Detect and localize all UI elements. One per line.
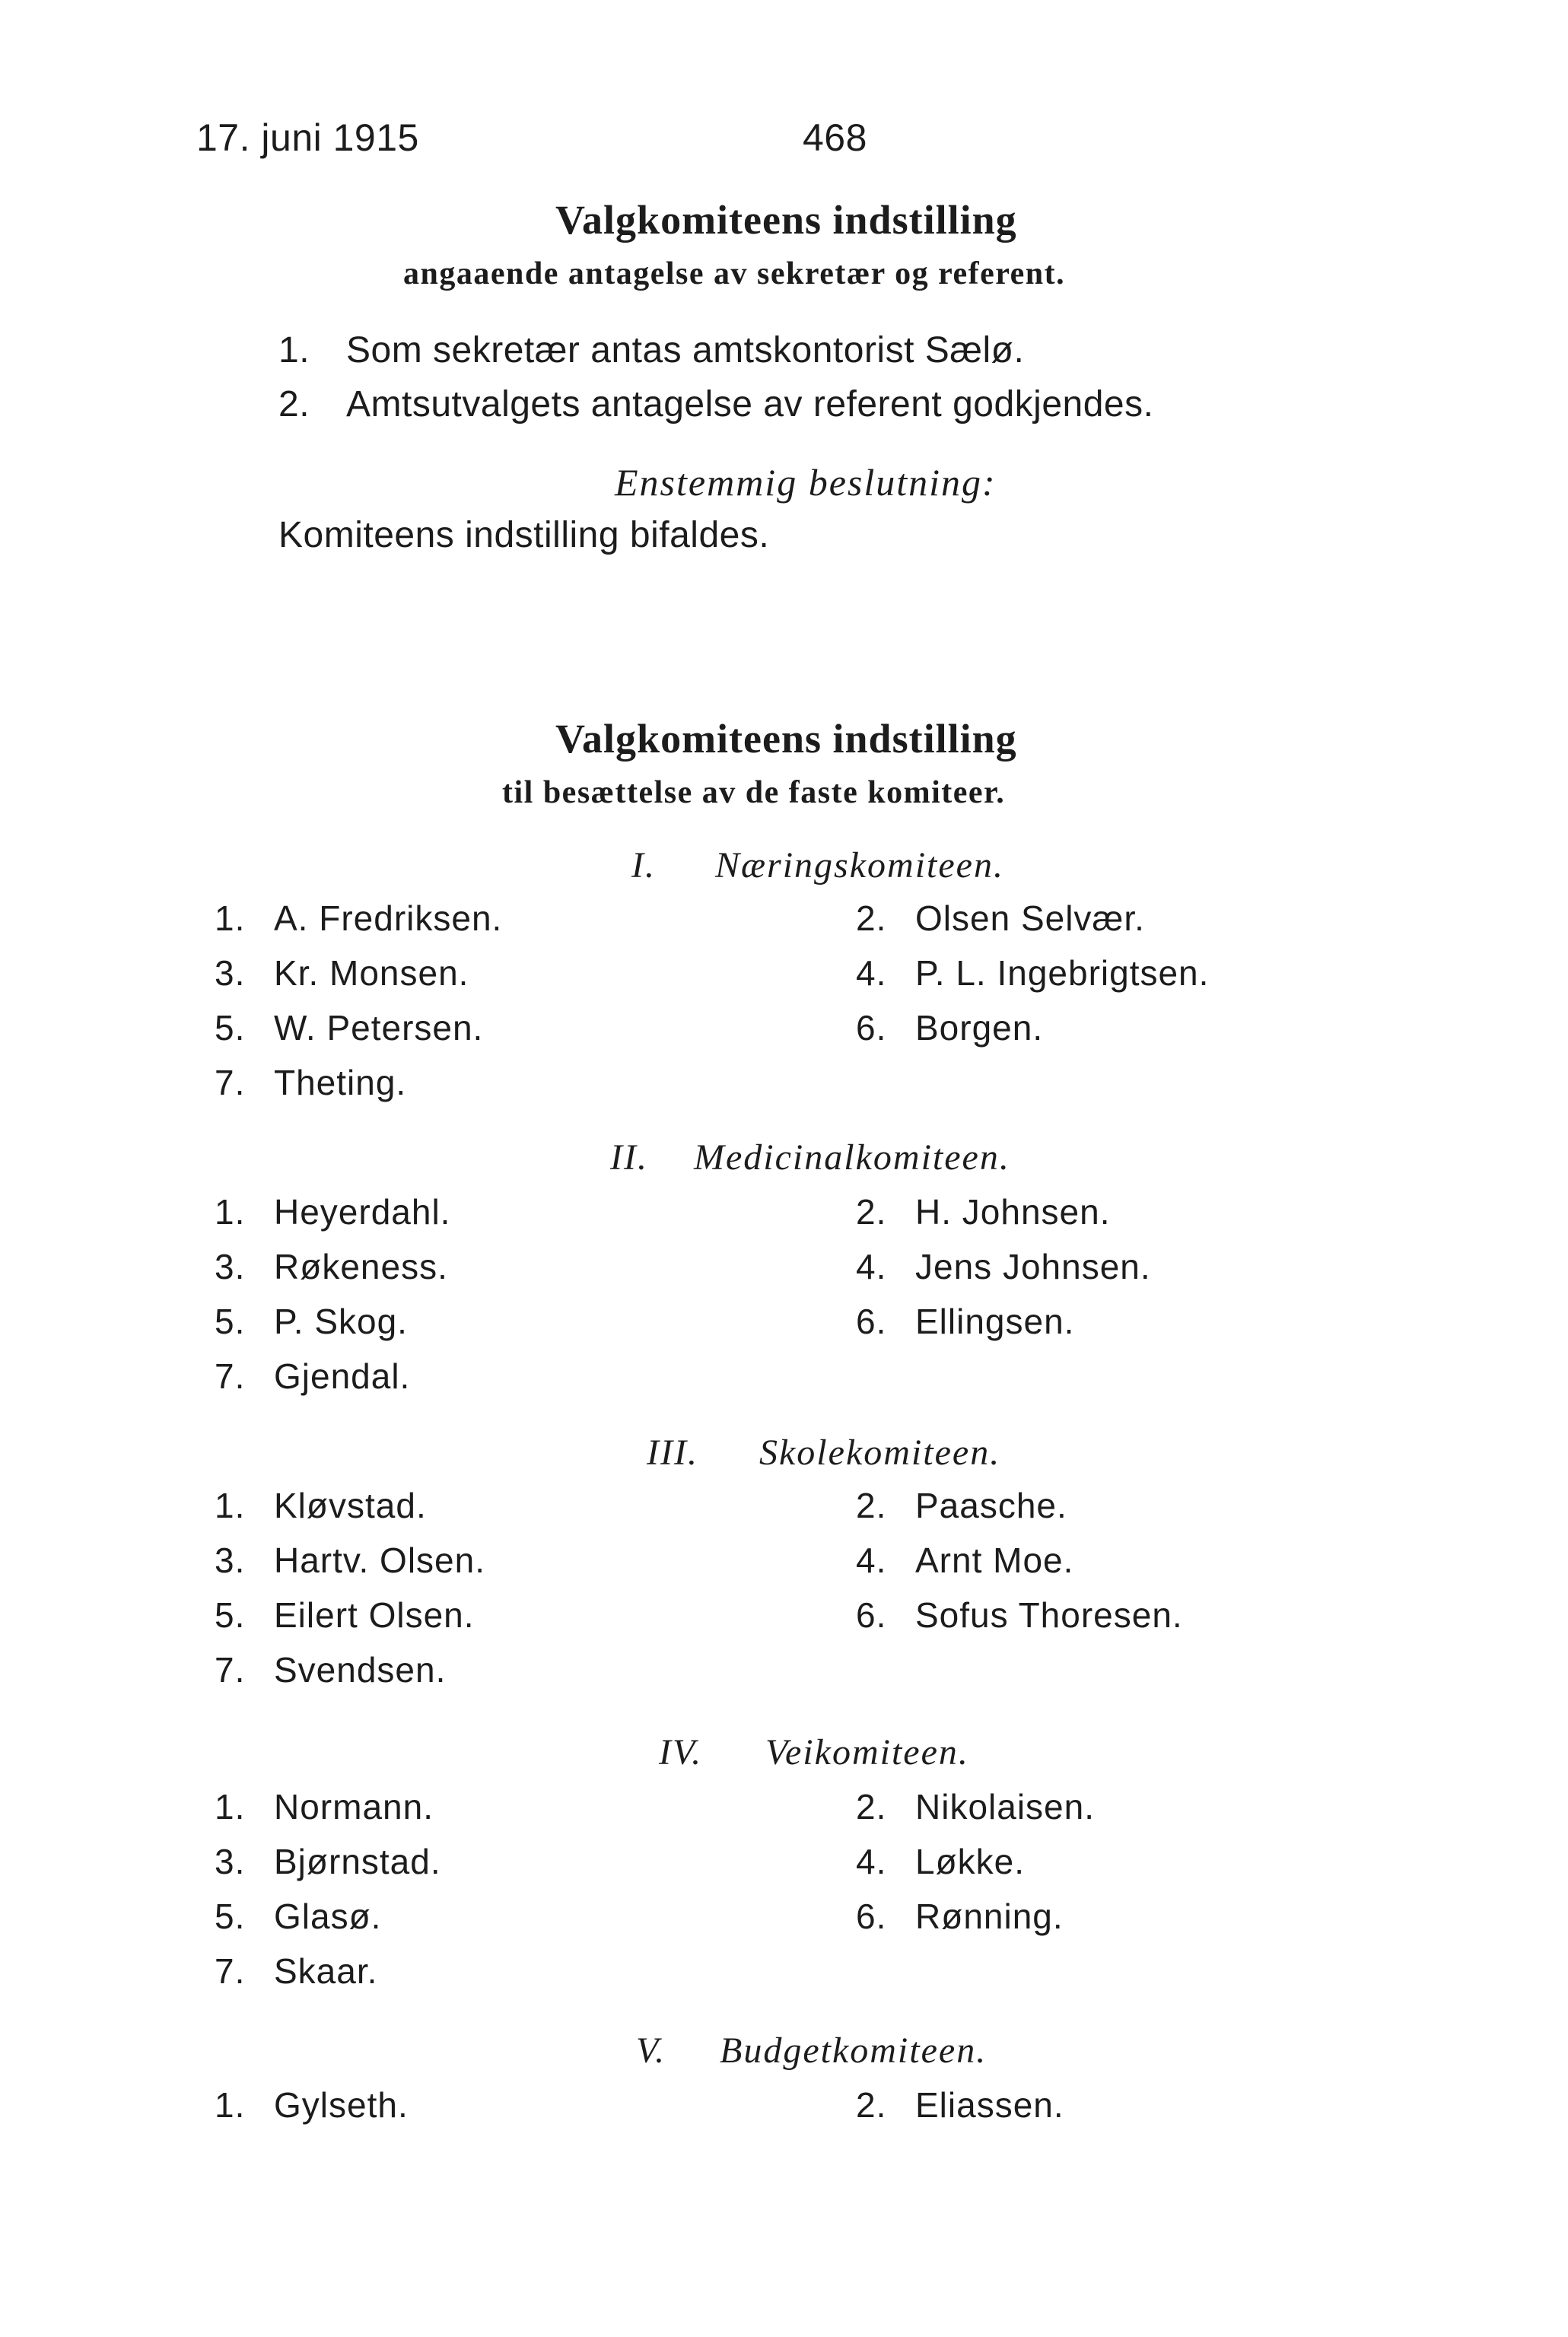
committee-name: Skolekomiteen. <box>759 1432 1001 1473</box>
member-name: A. Fredriksen. <box>274 898 503 938</box>
committee-name: Medicinalkomiteen. <box>694 1137 1010 1178</box>
member-number: 5. <box>215 1008 246 1048</box>
committee-member <box>215 1649 446 1690</box>
member-name: Svendsen. <box>274 1650 447 1690</box>
member-number: 1. <box>215 1192 246 1232</box>
member-number: 3. <box>215 953 246 993</box>
committee-heading <box>636 2030 987 2072</box>
member-number: 5. <box>215 1595 246 1635</box>
committee-member <box>856 1786 1095 1827</box>
member-number: 2. <box>856 1192 887 1232</box>
block1-item-text: Som sekretær antas amtskontorist Sælø. <box>346 330 1025 370</box>
member-number: 2. <box>856 1787 887 1827</box>
committee-member <box>215 1896 381 1937</box>
committee-member <box>856 1896 1064 1937</box>
committee-name: Næringskomiteen. <box>715 845 1004 886</box>
member-number: 3. <box>215 1842 246 1881</box>
committee-roman-numeral: III. <box>647 1432 698 1473</box>
member-number: 7. <box>215 1951 246 1991</box>
member-number: 3. <box>215 1247 246 1286</box>
committee-member <box>856 1246 1151 1287</box>
committee-member <box>215 1951 377 1992</box>
committee-member <box>215 1540 485 1581</box>
member-number: 2. <box>856 1486 887 1525</box>
committee-member <box>856 1540 1073 1581</box>
committee-roman-numeral: I. <box>631 845 656 886</box>
member-name: Paasche. <box>915 1486 1067 1525</box>
committee-name: Budgetkomiteen. <box>720 2030 988 2071</box>
member-number: 6. <box>856 1595 887 1635</box>
committee-member <box>215 1485 427 1526</box>
block1-item-number: 1. <box>278 330 310 370</box>
member-name: Røkeness. <box>274 1247 448 1286</box>
block1-title: Valgkomiteens indstilling <box>555 197 1017 243</box>
member-number: 7. <box>215 1356 246 1396</box>
member-name: Gjendal. <box>274 1356 411 1396</box>
committee-member <box>215 1062 406 1103</box>
member-number: 6. <box>856 1302 887 1341</box>
member-number: 3. <box>215 1541 246 1580</box>
committee-member <box>856 1191 1110 1232</box>
member-name: Hartv. Olsen. <box>274 1541 485 1580</box>
member-name: Theting. <box>274 1063 407 1102</box>
member-name: Olsen Selvær. <box>915 898 1145 938</box>
header-date: 17. juni 1915 <box>196 116 419 159</box>
member-name: H. Johnsen. <box>915 1192 1111 1232</box>
member-name: Gylseth. <box>274 2085 409 2125</box>
member-name: Kløvstad. <box>274 1486 427 1525</box>
committee-member <box>215 1191 450 1232</box>
member-name: Løkke. <box>915 1842 1026 1881</box>
member-number: 7. <box>215 1650 246 1690</box>
committee-name: Veikomiteen. <box>765 1732 969 1773</box>
member-name: P. Skog. <box>274 1302 408 1341</box>
committee-roman-numeral: V. <box>636 2030 666 2071</box>
member-number: 7. <box>215 1063 246 1102</box>
committee-member <box>856 898 1145 939</box>
member-name: Heyerdahl. <box>274 1192 451 1232</box>
member-number: 1. <box>215 2085 246 2125</box>
committee-member <box>856 1485 1067 1526</box>
member-name: Bjørnstad. <box>274 1842 441 1881</box>
committee-member <box>856 1007 1043 1048</box>
committee-roman-numeral: II. <box>610 1137 648 1178</box>
member-name: P. L. Ingebrigtsen. <box>915 953 1210 993</box>
member-name: Ellingsen. <box>915 1302 1075 1341</box>
member-name: Normann. <box>274 1787 434 1827</box>
member-number: 4. <box>856 1842 887 1881</box>
committee-member <box>215 1246 448 1287</box>
committee-member <box>215 1301 408 1342</box>
committee-heading <box>610 1137 1010 1178</box>
member-number: 2. <box>856 898 887 938</box>
committee-heading <box>659 1731 969 1773</box>
block2-subtitle: til besættelse av de faste komiteer. <box>502 775 1006 810</box>
block2-title: Valgkomiteens indstilling <box>555 716 1017 762</box>
committee-member <box>215 2084 409 2126</box>
member-number: 4. <box>856 1247 887 1286</box>
member-name: Eilert Olsen. <box>274 1595 475 1635</box>
committee-member <box>215 1356 410 1397</box>
member-number: 1. <box>215 898 246 938</box>
member-name: Kr. Monsen. <box>274 953 469 993</box>
page-number: 468 <box>803 116 867 159</box>
member-number: 4. <box>856 1541 887 1580</box>
member-number: 1. <box>215 1787 246 1827</box>
committee-member <box>215 898 502 939</box>
member-name: Rønning. <box>915 1897 1064 1936</box>
member-name: Sofus Thoresen. <box>915 1595 1183 1635</box>
committee-member <box>856 952 1209 994</box>
block1-subtitle: angaaende antagelse av sekretær og referent. <box>403 256 1066 291</box>
member-number: 5. <box>215 1302 246 1341</box>
member-name: Borgen. <box>915 1008 1044 1048</box>
member-name: Nikolaisen. <box>915 1787 1095 1827</box>
decision-text: Komiteens indstilling bifaldes. <box>278 515 770 555</box>
block1-item-number: 2. <box>278 384 310 424</box>
member-number: 4. <box>856 953 887 993</box>
committee-member <box>856 1301 1074 1342</box>
member-name: Arnt Moe. <box>915 1541 1074 1580</box>
member-name: Skaar. <box>274 1951 378 1991</box>
member-name: W. Petersen. <box>274 1008 484 1048</box>
block1-item-text: Amtsutvalgets antagelse av referent godkjendes. <box>346 384 1154 424</box>
member-name: Jens Johnsen. <box>915 1247 1151 1286</box>
committee-member <box>215 1007 483 1048</box>
committee-member <box>856 1595 1183 1636</box>
committee-member <box>856 2084 1064 2126</box>
committee-heading <box>647 1432 1000 1474</box>
committee-member <box>215 952 469 994</box>
committee-roman-numeral: IV. <box>659 1732 703 1773</box>
committee-member <box>215 1841 441 1882</box>
member-number: 2. <box>856 2085 887 2125</box>
committee-member <box>856 1841 1025 1882</box>
committee-member <box>215 1786 434 1827</box>
decision-heading: Enstemmig beslutning: <box>615 461 997 504</box>
committee-heading <box>631 844 1004 886</box>
member-number: 5. <box>215 1897 246 1936</box>
member-number: 6. <box>856 1008 887 1048</box>
member-number: 1. <box>215 1486 246 1525</box>
member-name: Eliassen. <box>915 2085 1064 2125</box>
committee-member <box>215 1595 475 1636</box>
member-name: Glasø. <box>274 1897 382 1936</box>
member-number: 6. <box>856 1897 887 1936</box>
